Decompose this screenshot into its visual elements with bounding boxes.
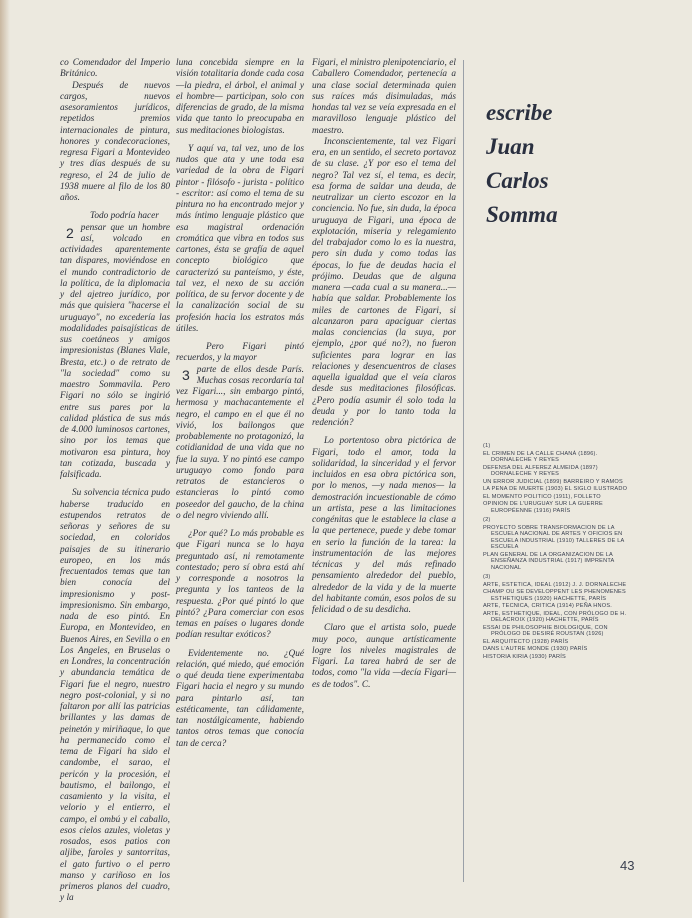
author-first-name: Juan [486,134,535,159]
paragraph: Inconscientemente, tal vez Figari era, en un sentido, el secreto portavoz de su clase. ¿Y por eso el tema del negro? Tal vez sí, el tema, es decir, esa forma de saldar una deuda, de neutralizar un cierto escozor en la conciencia. No fue, sin duda, la época uruguaya de Figari, una época de explotación, miseria y relegamiento del trabajador como lo es la nuestra, pero sin duda y como todas las épocas, lo fue de deudas hacia el prójimo. Deudas que de alguna manera —cada cual a su manera...— había que saldar. Probablemente los miles de cartones de Figari, si alcanzaron para apaciguar ciertas malas conciencias (la suya, por ejemplo, ¿por qué no?), no fueron suficientes para lograr en las relaciones y desencuentros de clases aquella igualdad que el veía claros desde sus meditaciones filosóficas. ¿Pero podía asumir él solo toda la deuda y por lo tanto toda la redención? [312,136,456,428]
paragraph: ¿Por qué? Lo más probable es que Figari nunca se lo haya preguntado así, ni remotamente contestado; pero sí obra está ahí y corresponde a nosotros la pregunta y los tanteos de la respuesta. ¿Por qué pintó lo que pintó? ¿Para comerciar con esos temas en países o lugares donde podían resultar exóticos? [176,529,304,641]
text-column-1 [60,58,170,905]
bibliography-item: LA PENA DE MUERTE (1903) EL SIGLO ILUSTRADO [483,486,628,492]
paragraph: Después de nuevos cargos, nuevos asesoramientos jurídicos, repetidos premios internacionales de pintura, honores y condecoraciones, regresa Figari a Montevideo y tres días después de su regreso, el 24 de julio de 1938 muere al filo de los 80 años. [60,80,170,203]
text-column-2 [176,58,304,750]
paragraph: Lo portentoso obra pictórica de Figari, todo el amor, toda la solidaridad, la sinceridad y el fervor incluidos en esa obra pictórica son, por lo menos, —y nada menos— la demostración incuestionable de cómo un artista, pese a las limitaciones congénitas que le establece la clase a la que pertenece, puede y debe tomar en serio la función de la tarea: la instrumentación de las mejores técnicas y del más refinado pensamiento alrededor del pueblo, alrededor de la vida y de la muerte del habitante común, esos polos de su felicidad o de su desdicha. [312,436,456,615]
bibliography-item: ARTE, TECNICA, CRITICA (1914) PEÑA HNOS. [483,603,613,609]
byline-prefix: escribe [486,100,553,125]
bibliography-item: UN ERROR JUDICIAL (1899) BARREIRO Y RAMOS [483,478,623,485]
author-byline [486,96,558,232]
paragraph: co Comendador del Imperio Británico. [60,58,170,80]
bibliography-item: OPINION DE L'URUGUAY SUR LA GUERRE EUROPÉENNE (1916) PARÍS [483,501,603,514]
paragraph-body: parte de ellos desde París. Muchas cosas recordaría tal vez Figari..., sin embargo pintó, hermosa y machacantemente el negro, el campo en el que él no vivió, los bailongos que probablemente no protagonizó, la cotidianidad de una vida que no fue la suya. Y no pintó ese campo uruguayo como fondo para retratos de estancieros o estancieras lo pintó como poseedor del gaucho, de la china o del negro viviendo allí. [176,364,304,521]
paragraph-body: pensar que un hombre así, volcado en actividades aparentemente tan dispares, moviéndose en el mundo contradictorio de la política, de la diplomacia y del ajetreo jurídico, por más que quisiera "hacerse el uruguayo", no excedería las modalidades paisajísticas de sus coetáneos y amigos impresionistas (Blanes Viale, Bresta, etc.) o de retrato de "la sociedad" como su maestro Sommavila. Pero Figari no sólo se ingirió entre sus pares por la calidad plástica de sus más de 4.000 luminosos cartones, sino por los temas que motivaron esa pintura, hoy tan cotizada, buscada y falsificada. [60,222,170,480]
bibliography-item: HISTORIA KIRIA (1930) PARÍS [483,653,566,660]
bibliography-item: DANS L'AUTRE MONDE (1930) PARÍS [483,646,588,652]
paragraph [176,365,304,523]
page-edge [0,0,10,918]
author-last-name: Somma [486,202,558,227]
bibliography-item: ARTE, ESTHETIQUE, IDEAL, CON PRÓLOGO DE H. DELACROIX (1920) HACHETTE, PARÍS [483,610,627,623]
section-number: 3 [182,366,190,383]
paragraph-lead: Todo podría hacer [90,211,159,222]
bibliography-heading: (1) [483,443,491,449]
page-number: 43 [620,858,635,873]
paragraph [176,342,304,365]
paragraph: Y aquí va, tal vez, uno de los nudos que ata y une toda esa variedad de la obra de Figari pintor - filósofo - jurista - político - escritor: así como el tema de su pintura no ha encontrado mejor y más íntimo lenguaje plástico que esa magistral ordenación cromática que vibra en todos sus cartones, ésta se grafía de aquel concepto biológico que caracterizó su panteísmo, y éste, tal vez, el nexo de su acción política, de su fervor docente y de la canalización social de su profesión hacia los estratos más útiles. [176,143,304,334]
paragraph-lead: Pero Figari pintó recuerdos, y la mayor [176,342,304,364]
paragraph: Su solvencia técnica pudo haberse traducido en estupendos retratos de señoras y señores de su sociedad, en coloridos paisajes de su itinerario europeo, en los más frecuentados temas que tan bien conocía del impresionismo y post-impresionismo. Sin embargo, nada de eso pintó. En Europa, en Montevideo, en Buenos Aires, en Sevilla o en Los Angeles, en Bruselas o en Londres, la concentración y abundancia temática de Figari fue el negro, nuestro negro post-colonial, y si no faltaron por allí las patricias brillantes y las damas de peinetón y miriñaque, lo que ha permanecido como el tema de Figari ha sido el candombe, el sarao, el pericón y la procesión, el bautismo, el bailongo, el casamiento y la visita, el velorio y el entierro, el campo, el ombú y el caballo, esos cielos azules, violetas y rosados, esos patios con aljibe, faroles y santorritas, el gato furtivo o el perro manso y cariñoso en los primeros planos del cuadro, y la [60,488,170,904]
bibliography-item: EL ARQUITECTO (1928) PARÍS [483,638,569,645]
bibliography-heading: (3) [483,574,491,580]
bibliography-item: EL MOMENTO POLITICO (1911), FOLLETO [483,493,601,500]
text-column-3 [312,58,456,691]
bibliography-item: EL CRIMEN DE LA CALLE CHANÁ (1896). DORNALECHE Y REYES [483,450,598,463]
paragraph [60,211,170,222]
paragraph: luna concebida siempre en la visión totalitaria donde cada cosa —la piedra, el árbol, el animal y el hombre— participan, solo con diferencias de grado, de la misma vida que tanto lo preocupaba en sus meditaciones biologistas. [176,58,304,136]
author-middle-name: Carlos [486,168,549,193]
section-number: 2 [66,224,74,241]
paragraph [60,223,170,482]
bibliography-item: ARTE, ESTETICA, IDEAL (1912) J. J. DORNALECHE [483,581,627,588]
bibliography-item: ESSAI DE PHILOSOPHIE BIOLOGIQUE, CON PRÓLOGO DE DESIRÉ ROUSTAN (1926) [483,624,608,637]
bibliography-item: DEFENSA DEL ALFEREZ ALMEIDA (1897) DORNALECHE Y REYES [483,464,598,477]
paragraph: Evidentemente no. ¿Qué relación, qué miedo, qué emoción o qué deuda tiene experimentaba Figari hacia el negro y su mundo para pintarlo así, tan estéticamente, tan cálidamente, tan nostálgicamente, habiendo tantos otros temas que conocía tan de cerca? [176,648,304,749]
paragraph: Claro que el artista solo, puede muy poco, aunque artísticamente logre los niveles magistrales de Figari. La tarea habrá de ser de todos, como "la vida —decía Figari— es de todos". C. [312,623,456,690]
bibliography [483,440,628,660]
bibliography-item: CHAMP OU SE DEVELOPPENT LES PHENOMENES ESTHETIQUES (1920) HACHETTE, PARÍS [483,589,626,602]
bibliography-item: PROYECTO SOBRE TRANSFORMACION DE LA ESCUELA NACIONAL DE ARTES Y OFICIOS EN ESCUELA INDUSTRIAL (1910) TALLERES DE LA ESCUELA [483,524,625,550]
column-divider [463,60,464,882]
bibliography-heading: (2) [483,517,491,523]
paragraph: Figari, el ministro plenipotenciario, el Caballero Comendador, pertenecía a una clase social determinada quien sus raíces más disimuladas, más hondas tal vez se veía expresada en el maravilloso lenguaje plástico del maestro. [312,58,456,136]
bibliography-item: PLAN GENERAL DE LA ORGANIZACION DE LA ENSEÑANZA INDUSTRIAL (1917) IMPRENTA NACIONAL [483,551,615,571]
